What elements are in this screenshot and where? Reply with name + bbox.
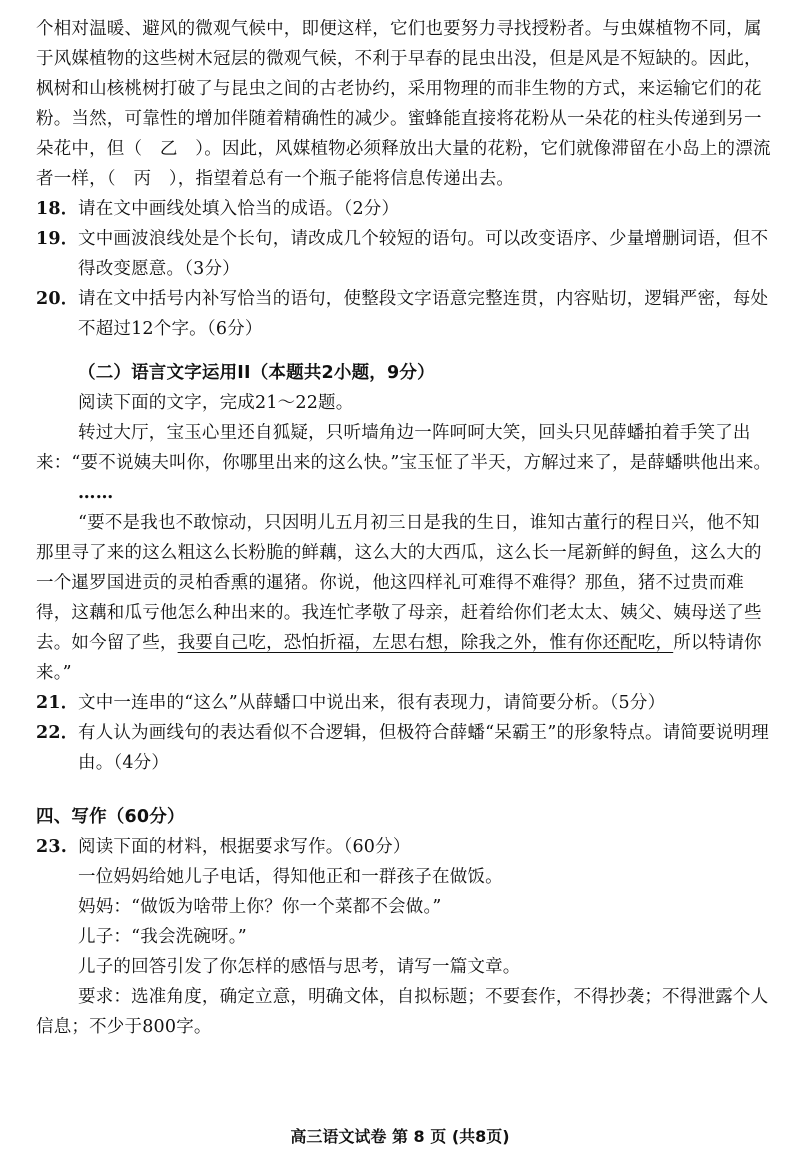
passage-top: 个相对温暖、避风的微观气候中，即便这样，它们也要努力寻找授粉者。与虫媒植物不同，属于风媒植物的这些树木冠层的微观气候，不利于早春的昆虫出没，但是风是不短缺的。因此，枫树和山核桃树打破了与昆虫之间的古老协约，采用物理的而非生物的方式，来运输它们的花粉。当然，可靠性的增加伴随着精确性的减少。蜜蜂能直接将花粉从一朵花的柱头传递到另一朵花中，但（ 乙 ）。因此，风媒植物必须释放出大量的花粉，它们就像滞留在小岛上的漂流者一样，（ 丙 ），指望着总有一个瓶子能将信息传递出去。 <box>36 19 771 189</box>
question-text: 请在文中画线处填入恰当的成语。（2分） <box>78 199 400 219</box>
part-4-heading: 四、写作（60分） <box>36 807 185 827</box>
material-line-3: 儿子：“我会洗碗呀。” <box>78 927 247 947</box>
question-number: 20． <box>36 289 79 309</box>
section-2-instruction: 阅读下面的文字，完成21～22题。 <box>78 393 354 413</box>
section-2-paragraph-2 <box>36 508 774 688</box>
question-text: 请在文中括号内补写恰当的语句，使整段文字语意完整连贯，内容贴切，逻辑严密，每处不超过12个字。（6分） <box>78 289 769 339</box>
writing-requirements: 要求：选准角度，确定立意，明确文体，自拟标题；不要套作，不得抄袭；不得泄露个人信息；不少于800字。 <box>36 987 769 1037</box>
question-text: 文中画波浪线处是个长句，请改成几个较短的语句。可以改变语序、少量增删词语，但不得改变愿意。（3分） <box>78 229 769 279</box>
material-line-2: 妈妈：“做饭为啥带上你？你一个菜都不会做。” <box>78 897 442 917</box>
question-text: 阅读下面的材料，根据要求写作。（60分） <box>78 837 411 857</box>
ellipsis: …… <box>78 483 114 503</box>
question-number: 23. <box>36 837 68 857</box>
section-2-heading: （二）语言文字运用II（本题共2小题，9分） <box>78 363 435 383</box>
material-line-4: 儿子的回答引发了你怎样的感悟与思考，请写一篇文章。 <box>78 957 521 977</box>
question-19 <box>36 224 774 284</box>
question-text: 文中一连串的“这么”从薛蟠口中说出来，很有表现力，请简要分析。（5分） <box>78 693 666 713</box>
question-23 <box>36 832 774 862</box>
question-number: 19． <box>36 229 79 249</box>
question-22 <box>36 718 774 778</box>
exam-page <box>36 14 774 1042</box>
question-text: 有人认为画线句的表达看似不合逻辑，但极符合薛蟠“呆霸王”的形象特点。请简要说明理由。（4分） <box>78 723 769 773</box>
section-2-paragraph-1: 转过大厅，宝玉心里还自狐疑，只听墙角边一阵呵呵大笑，回头只见薛蟠拍着手笑了出来：“要不说姨夫叫你，你哪里出来的这么快。”宝玉怔了半天，方解过来了，是薛蟠哄他出来。 <box>36 423 772 473</box>
question-number: 21． <box>36 693 79 713</box>
material-line-1: 一位妈妈给她儿子电话，得知他正和一群孩子在做饭。 <box>78 867 503 887</box>
question-20 <box>36 284 774 344</box>
question-18 <box>36 194 774 224</box>
question-number: 18． <box>36 199 79 219</box>
page-footer: 高三语文试卷 第 8 页 (共8页) <box>290 1127 510 1146</box>
question-21 <box>36 688 774 718</box>
paragraph-2-main: “要不是我也不敢惊动，只因明儿五月初三日是我的生日，谁知古董行的程日兴，他不知那里寻了来的这么粗这么长粉脆的鲜藕，这么大的大西瓜，这么长一尾新鲜的鲟鱼，这么大的一个暹罗国进贡的灵柏香熏的暹猪。你说，他这四样礼可难得不难得？那鱼，猪不过贵而难得，这藕和瓜亏他怎么种出来的。我连忙孝敬了母亲，赶着给你们老太太、姨父、姨母送了些去。如今留了些， <box>36 513 762 653</box>
underlined-sentence: 我要自己吃，恐怕折福，左思右想，除我之外，惟有你还配吃， <box>177 633 674 653</box>
paragraph-2-end: 所以特请你来。” <box>36 633 762 683</box>
question-number: 22． <box>36 723 79 743</box>
